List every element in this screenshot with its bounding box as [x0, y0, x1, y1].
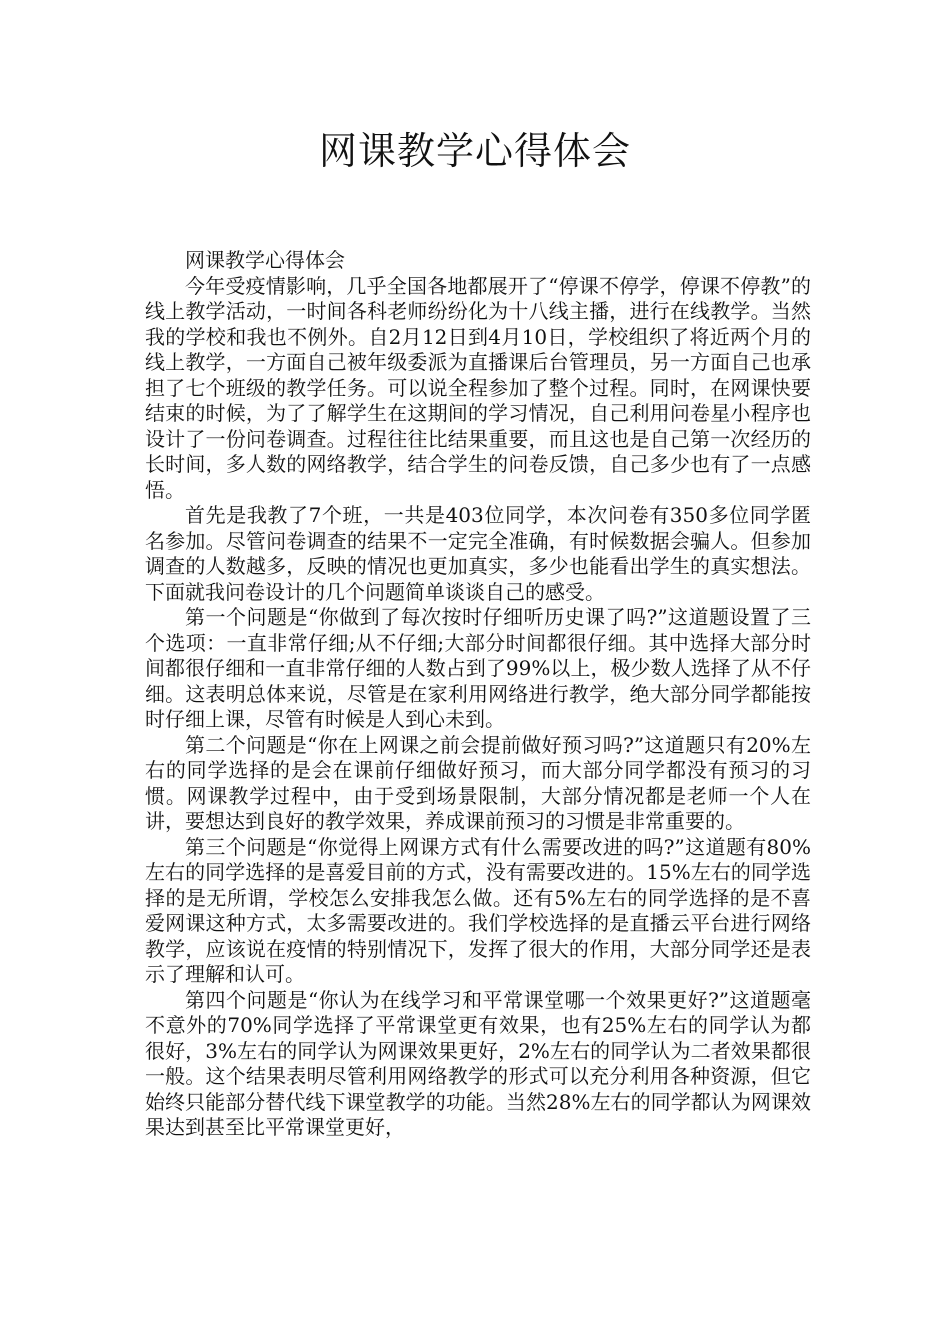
body-paragraph: 第三个问题是“你觉得上网课方式有什么需要改进的吗?”这道题有80%左右的同学选择的是喜爱目前的方式，没有需要改进的。15%左右的同学选择的是无所谓，学校怎么安排我怎么做。还有5%左右的同学选择的是不喜爱网课这种方式，太多需要改进的。我们学校选择的是直播云平台进行网络教学，应该说在疫情的特别情况下，发挥了很大的作用，大部分同学还是表示了理解和认可。 — [145, 834, 811, 986]
body-paragraph: 第四个问题是“你认为在线学习和平常课堂哪一个效果更好?”这道题毫不意外的70%同学选择了平常课堂更有效果，也有25%左右的同学认为都很好，3%左右的同学认为网课效果更好，2%左右的同学认为二者效果都很一般。这个结果表明尽管利用网络教学的形式可以充分利用各种资源，但它始终只能部分替代线下课堂教学的功能。当然28%左右的同学都认为网课效果达到甚至比平常课堂更好， — [145, 987, 811, 1139]
body-paragraph: 第一个问题是“你做到了每次按时仔细听历史课了吗?”这道题设置了三个选项：一直非常仔细;从不仔细;大部分时间都很仔细。其中选择大部分时间都很仔细和一直非常仔细的人数占到了99%以上，极少数人选择了从不仔细。这表明总体来说，尽管是在家利用网络进行教学，绝大部分同学都能按时仔细上课，尽管有时候是人到心未到。 — [145, 605, 811, 731]
body-paragraph: 今年受疫情影响，几乎全国各地都展开了“停课不停学，停课不停教”的线上教学活动，一时间各科老师纷纷化为十八线主播，进行在线教学。当然我的学校和我也不例外。自2月12日到4月10日，学校组织了将近两个月的线上教学，一方面自己被年级委派为直播课后台管理员，另一方面自己也承担了七个班级的教学任务。可以说全程参加了整个过程。同时，在网课快要结束的时候，为了了解学生在这期间的学习情况，自己利用问卷星小程序也设计了一份问卷调查。过程往往比结果重要，而且这也是自己第一次经历的长时间，多人数的网络教学，结合学生的问卷反馈，自己多少也有了一点感悟。 — [145, 273, 811, 502]
body-paragraph: 首先是我教了7个班，一共是403位同学，本次问卷有350多位同学匿名参加。尽管问卷调查的结果不一定完全准确，有时候数据会骗人。但参加调查的人数越多，反映的情况也更加真实，多少也能看出学生的真实想法。下面就我问卷设计的几个问题简单谈谈自己的感受。 — [145, 503, 811, 604]
body-paragraph: 第二个问题是“你在上网课之前会提前做好预习吗?”这道题只有20%左右的同学选择的是会在课前仔细做好预习，而大部分同学都没有预习的习惯。网课教学过程中，由于受到场景限制，大部分情况都是老师一个人在讲，要想达到良好的教学效果，养成课前预习的习惯是非常重要的。 — [145, 732, 811, 833]
body-paragraph: 网课教学心得体会 — [185, 248, 345, 272]
document-title: 网课教学心得体会 — [318, 129, 631, 173]
document-body — [145, 248, 811, 1141]
